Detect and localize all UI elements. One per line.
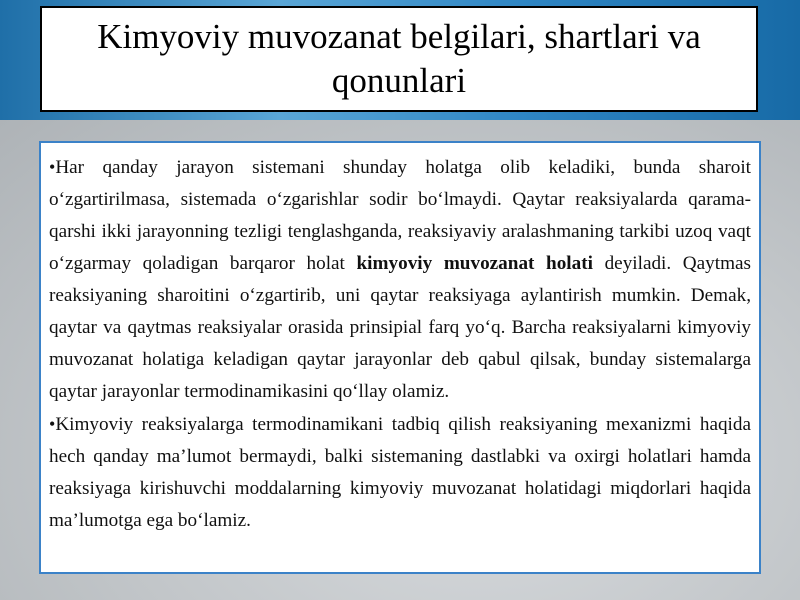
paragraph-1-text-before: Har qanday jarayon sistemani shunday holatga olib keladiki, bunda sharoit o‘zgartirilmasa, sistemada o‘zgarishlar sodir bo‘lmaydi. Qaytar reaksiyalarda qarama-qarshi ikki jarayonning tezligi tenglashganda, reaksiyaviy aralashmaning tarkibi uzoq vaqt o‘zgarmay qoladigan barqaror holat (49, 157, 751, 274)
paragraph-2-text: Kimyoviy reaksiyalarga termodinamikani tadbiq qilish reaksiyaning mexanizmi haqida hech qanday ma’lumot bermaydi, balki sistemaning dastlabki va oxirgi holatlari hamda reaksiyaga kirishuvchi moddalarning kimyoviy muvozanat holatidagi miqdorlari haqida ma’lumotga ega bo‘lamiz. (49, 414, 751, 531)
paragraph-1 (49, 151, 751, 408)
paragraph-1-bold-term: kimyoviy muvozanat holati (356, 253, 593, 274)
slide-title: Kimyoviy muvozanat belgilari, shartlari va qonunlari (97, 17, 701, 100)
content-box (39, 141, 761, 574)
bullet-icon: • (49, 414, 56, 434)
bullet-icon: • (49, 157, 56, 177)
paragraph-2 (49, 408, 751, 537)
title-box (40, 6, 758, 112)
paragraph-1-text-after: deyiladi. Qaytmas reaksiyaning sharoitini o‘zgartirib, uni qaytar reaksiyaga aylantirish mumkin. Demak, qaytar va qaytmas reaksiyalar orasida prinsipial farq yo‘q. Barcha reaksiyalarni kimyoviy muvozanat holatiga keladigan qaytar jarayonlar deb qabul qilsak, bunday sistemalarga qaytar jarayonlar termodinamikasini qo‘llay olamiz. (49, 253, 752, 402)
